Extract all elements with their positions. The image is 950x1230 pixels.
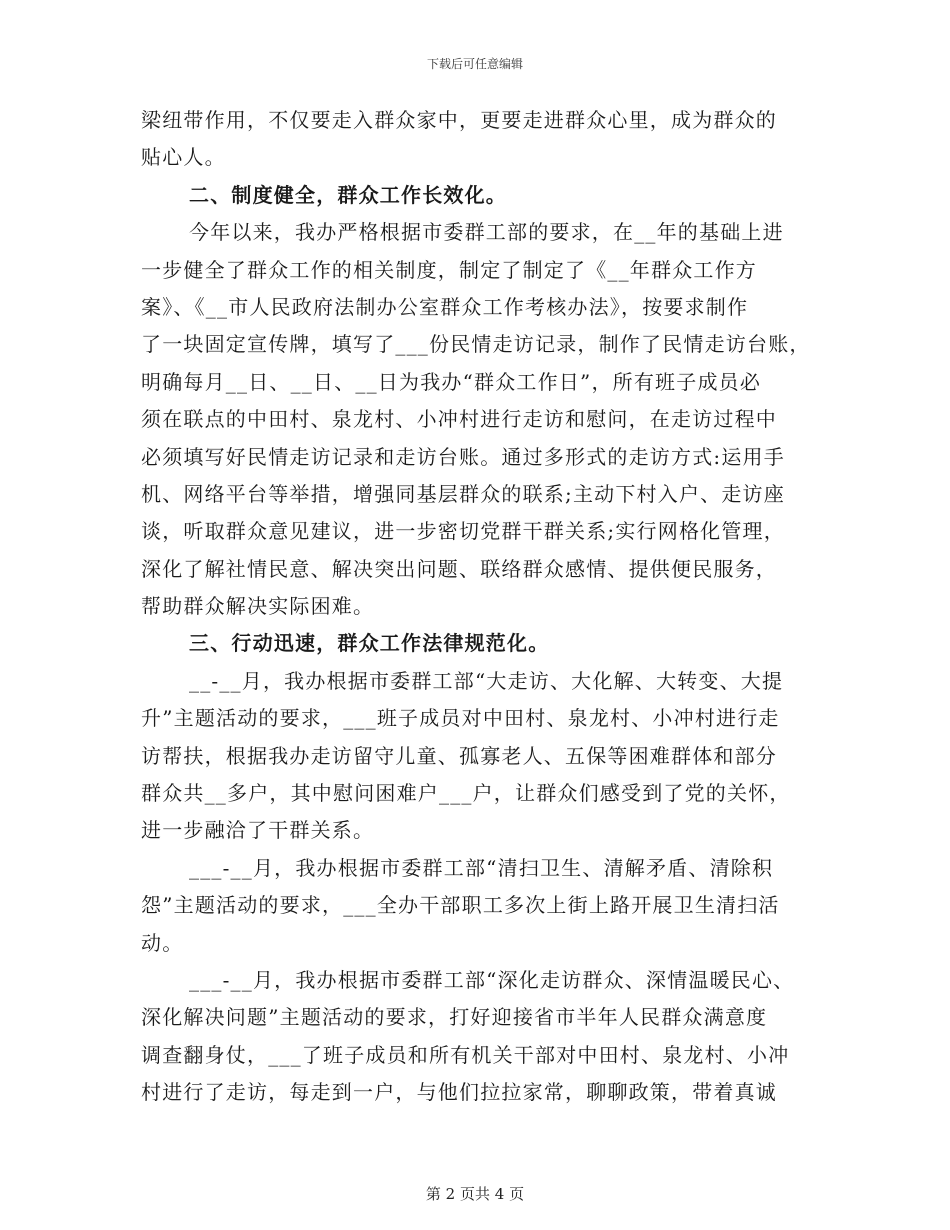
paragraph-line: __-__月，我办根据市委群工部“大走访、大化解、大转变、大提 [189,668,784,693]
paragraph-line: 村进行了走访，每走到一户，与他们拉拉家常，聊聊政策，带着真诚 [141,1080,777,1105]
paragraph-line: 了一块固定宣传牌，填写了___份民情走访记录，制作了民情走访台账， [141,332,811,357]
paragraph-line: ___-__月，我办根据市委群工部“深化走访群众、深情温暖民心、 [189,967,795,992]
paragraph-line: 动。 [141,930,184,955]
page-number: 第 2 页共 4 页 [425,1185,525,1203]
paragraph-line: 梁纽带作用，不仅要走入群众家中，更要走进群众心里，成为群众的 [141,108,777,132]
paragraph-line: 深化了解社情民意、解决突出问题、联络群众感情、提供便民服务， [141,556,777,581]
paragraph-line: 深化解决问题”主题活动的要求，打好迎接省市半年人民群众满意度 [141,1005,768,1030]
document-body [141,102,811,1112]
paragraph-line: 调查翻身仗，___了班子成员和所有机关干部对中田村、泉龙村、小冲 [141,1042,790,1067]
paragraph-line: 今年以来，我办严格根据市委群工部的要求，在__年的基础上进 [189,220,784,245]
paragraph-line: 明确每月__日、__日、__日为我办“群众工作日”，所有班子成员必 [141,369,762,394]
paragraph-line: 访帮扶，根据我办走访留守儿童、孤寡老人、五保等困难群体和部分 [141,743,777,768]
paragraph-line: 必须填写好民情走访记录和走访台账。通过多形式的走访方式:运用手 [141,444,785,469]
section-heading: 三、行动迅速，群众工作法律规范化。 [189,631,550,656]
section-heading: 二、制度健全，群众工作长效化。 [189,182,507,207]
paragraph-line: 案》、《__市人民政府法制办公室群众工作考核办法》，按要求制作 [141,294,749,319]
paragraph-line: 一步健全了群众工作的相关制度，制定了制定了《__年群众工作方 [141,257,757,282]
paragraph-line: 群众共__多户，其中慰问困难户___户，让群众们感受到了党的关怀， [141,781,791,806]
paragraph-line: 机、网络平台等举措，增强同基层群众的联系;主动下村入户、走访座 [141,481,785,506]
paragraph-line: 须在联点的中田村、泉龙村、小冲村进行走访和慰问，在走访过程中 [141,407,777,432]
page-header-note: 下载后可任意编辑 [426,57,523,71]
paragraph-line: 进一步融洽了干群关系。 [141,818,375,843]
paragraph-line: 帮助群众解决实际困难。 [141,594,375,619]
paragraph-line: 谈，听取群众意见建议，进一步密切党群干群关系;实行网格化管理， [141,519,785,544]
paragraph-line: 贴心人。 [141,145,226,170]
paragraph-line: 怨”主题活动的要求，___全办干部职工多次上街上路开展卫生清扫活 [141,893,780,918]
paragraph-line: ___-__月，我办根据市委群工部“清扫卫生、清解矛盾、清除积 [189,855,774,880]
paragraph-line: 升”主题活动的要求，___班子成员对中田村、泉龙村、小冲村进行走 [141,706,780,731]
